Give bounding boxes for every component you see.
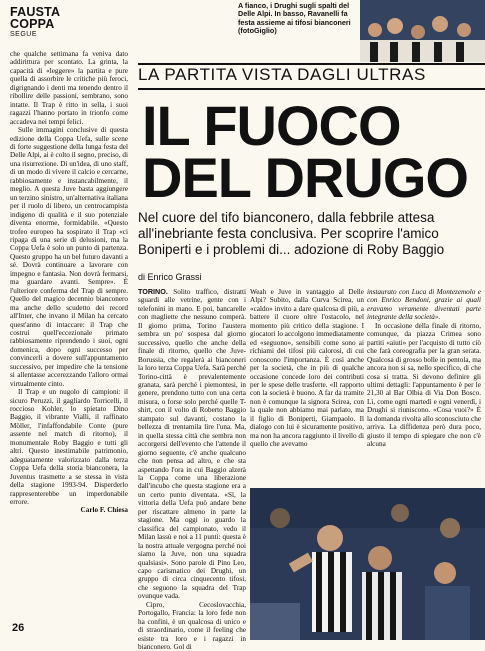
left-paragraph: Sulle immagini conclusive di questa edizione della Coppa Uefa, sulle scene di forte suggestione della lunga festa del Delle Alpi, ai è colto il segno, preciso, di una risurrezione. Di un'idea, di uno staff, di un modo di vivere il calcio e cercarne, rabbiosamente e instancabilmente, il meglio. A questa Juve basta aggiungere un terzino sinistro, un'alternativa italiana per il ruolo di libero, un centrocampista indigeno di qualità e il suo potenziale diventa enorme, formidabile. «Questo trofeo europeo ha sospirato il Trap «ci ripaga di una serie di delusioni, ma la Coppa Uefa è solo un punto di partenza. Questo gruppo ha un bel futuro davanti a sé. Dovrà continuare a lavorare con impegno e fantasia. Non dovrà fermarsi, ma guardare avanti. Sempre». È l'ulteriore conferma del Trap di sempre. Quello del magico decennio bianconero ma anche dello scudetto dei record all'Inter, che invano il Milan ha cercato quest'anno di intaccare: il Trap che costruì quell'eccezionale primato rabbiosamente riprendendo i suoi, ogni domenica, dopo ogni successo per convincerli a dovere sull'appuntamento successivo, per impedire che la tensione si allentasse accerezzando l'alloro ormai virtualmente cinto. <box>10 126 128 388</box>
crowd-photo-illustration <box>360 0 485 62</box>
page-number: 26 <box>12 622 25 634</box>
standfirst: Nel cuore del tifo bianconero, dalla febbrile attesa all'inebriante festa conclusiva. Per scoprire l'amico Boniperti e i problemi di... adozione di Roby Baggio <box>138 210 445 257</box>
section-title: LA PARTITA VISTA DAGLI ULTRAS <box>138 65 426 84</box>
kicker-line-2: COPPA <box>10 17 55 31</box>
celebration-photo-illustration <box>250 488 485 640</box>
headline <box>142 94 482 209</box>
column-text: Solito traffico, distratti sguardi alle vetrine, gente con i telefonini in mano. E poi, bancarelle con magliette che nessuno comperà. Il giorno prima, Torino l'austera sembra un po' sospesa dal giorno successivo, quello che anche della finale di ritorno, quello che Juve-Borussia, che regalerà ai bianconeri la loro terza Coppa Uefa. Sarà perché Torino-città è prevalentemente granata, sarà perché i piemontesi, in genere, prendono tutto con una certa misura, o forse solo perché quelle T-shirt, con il volto di Roberto Baggio stampato sul davanti, costano la bellezza di trentamila lire l'una. Ma, in quella stessa città che sembra non accorgersi dell'evento che l'attende il giorno seguente, c'è anche qualcuno che non pensa ad altro, e che sta aspettando l'ora in cui Baggio alzerà la Coppa come una liberazione dall'incubo che questa stagione era a un certo punto diventata. «Sì, la vittoria della Uefa può andare bene per riscattare almeno in parte la stagione. Ma oggi io guardo la classifica del campionato, vedo il Milan lassù e noi a 11 punti: questa è la nostra attuale vergogna perché noi siamo la Juve, non una squadra qualsiasi». Sono parole di Pino Leo, capo carismatico dei Drughi, un gruppo di circa cinquecento tifosi, che seguono la squadra del Trap ovunque vada. <box>138 288 246 601</box>
author-signature: Carlo F. Chiesa <box>80 506 128 515</box>
column-paragraph: instaurato con Luca di Montezemolo e con Enrico Bendoni, grazie ai quali eravamo veramente diventati parte integrante della società». <box>367 288 481 322</box>
left-column <box>10 50 128 625</box>
byline: di Enrico Grassi <box>138 272 202 282</box>
article-column-3 <box>367 288 481 486</box>
crowd-photo <box>360 0 485 62</box>
left-paragraph: che qualche settimana fa veniva dato addirittura per scontato. La grinta, la capacità di «leggere» la partita e pure quella di assorbire le critiche più feroci, digrignando i denti ma tenendo dentro il ribollire delle passioni, sembrano, sono intatte. Il Trap è ritto in sella, i suoi ragazzi l'hanno portato in trionfo come accadeva nei tempi felici. <box>10 50 128 126</box>
kicker-line-3: SEGUE <box>10 31 38 38</box>
column-paragraph: In occasione della finale di ritorno, comunque, da piazza Crimea sono partiti «aiuti» per l'acquisto di tutto ciò che farà coreografia per la gran serata. Qualcosa di grosso bolle in pentola, ma ancora non si sa, nello specifico, di che cosa si tratta. Si devono definire gli ultimi dettagli: l'appuntamento è per le 21,30 al Bar Olbia di Via Don Bosco. Lì, come ogni martedì e ogni venerdì, i Drughi si riuniscono. «Cosa vuoi?» È la domanda rivolta allo sconosciuto che arriva. La diffidenza però dura poco, giusto il tempo di spiegare che non c'è alcuna <box>367 321 481 449</box>
photo-caption: A fianco, i Drughi sugli spalti del Delle Alpi. In basso, Ravanelli fa festa assieme ai tifosi bianconeri (fotoGiglio) <box>238 1 351 36</box>
column-paragraph <box>138 288 246 601</box>
bottom-rule <box>138 88 485 90</box>
headline-line-2: DEL DRUGO <box>142 146 468 209</box>
section-kicker <box>10 6 126 39</box>
column-paragraph: Cipro, Cecoslovacchia, Portogallo, Francia: la loro fede non ha confini, è un qualcosa di unico e di straordinario, come il feeling che esiste tra loro e i ragazzi in bianconero. Gol di <box>138 600 246 651</box>
article-column-2 <box>250 288 364 486</box>
left-paragraph: Il Trap e un nugolo di campioni: il sicuro Peruzzi, il gagliardo Torricelli, il roccioso Kohler, lo spietato Dino Baggio, il vibrante Vialli, il raffinato Möller, l'infaffondabile Conte (pure assente nel match di ritorno), il monumentale Roby Baggio e tutti gli altri. Questo inestimabile patrimonio, adeguatamente valorizzato dalla terza Coppa Uefa della storia bianconera, la Juventus trasmette a se stessa in vista della stagione 1993-94. Disperderlo rappresenterebbe un imperdonabile errore. <box>10 388 128 507</box>
column-paragraph: Weah e Juve in vantaggio al Delle Alpi? Subito, dalla Curva Scirea, un «caldo» invito a dare qualcosa di più, a battere il cuore oltre l'ostacolo, nel momento più critico della stagione. I giocatori lo accolgono immediatamente ed «seguono», sensibili come sono ai richiami dei tifosi più calorosi, di cui conoscono l'importanza. È così anche per la società, che in più di qualche occasione concede loro dei contributi per le spese delle trasferte. «Il rapporto con la società è buono. A far da tramite non è comunque la signora Scirea, con la quale non abbiamo mai parlato, ma il figlio di Boniperti, Giampaolo. Il dialogo con lui è sicuramente positivo, ma non ha ancora raggiunto il livello di quello che avevamo <box>250 288 364 449</box>
headline-line-1: IL FUOCO <box>142 94 401 157</box>
article-column-1 <box>138 287 246 651</box>
celebration-photo <box>250 488 485 640</box>
kicker-line-1: FAUSTA <box>10 5 61 19</box>
dateline: TORINO. <box>138 287 168 296</box>
